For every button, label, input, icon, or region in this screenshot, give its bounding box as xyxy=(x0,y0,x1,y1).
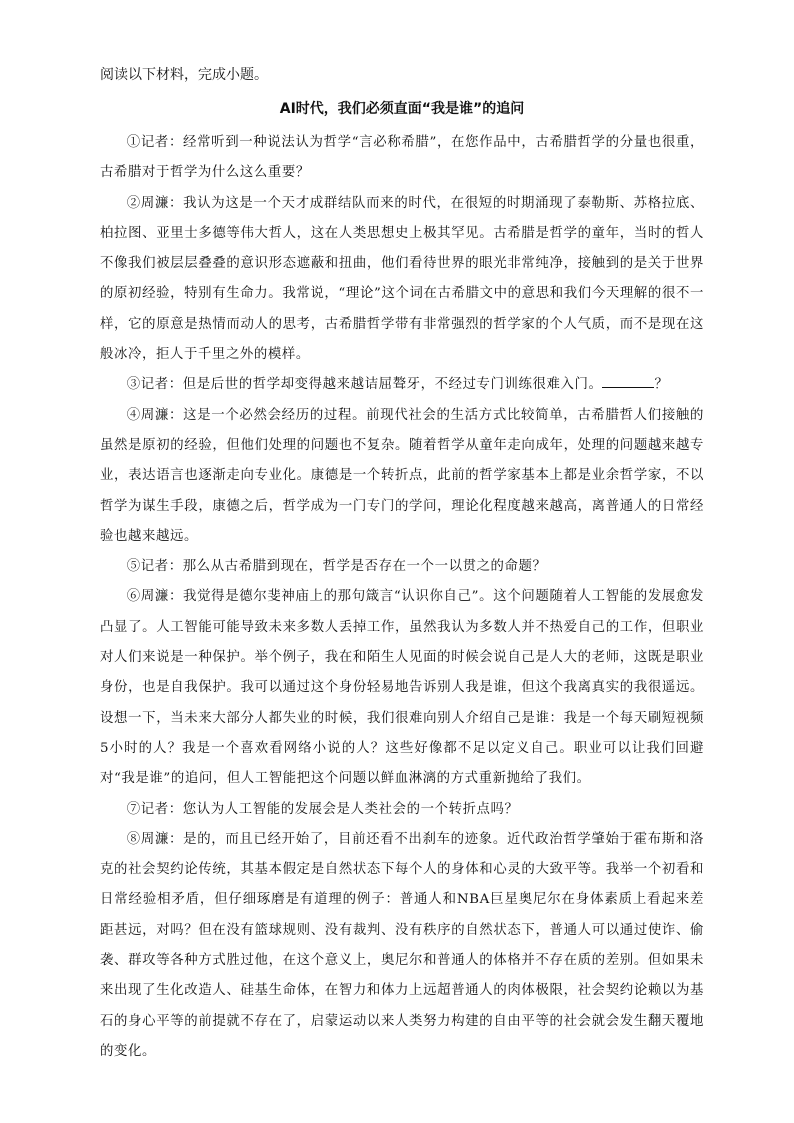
paragraph-3 xyxy=(100,370,704,400)
article-title: AI时代，我们必须直面“我是谁”的追问 xyxy=(279,101,525,117)
paragraph-5: ⑤记者：那么从古希腊到现在，哲学是否存在一个一以贯之的命题？ xyxy=(126,559,547,575)
fill-in-blank xyxy=(602,375,654,388)
reading-instruction: 阅读以下材料，完成小题。 xyxy=(100,67,268,83)
paragraph-3-text: ③记者：但是后世的哲学却变得越来越诘屈聱牙，不经过专门训练很难入门。 xyxy=(126,377,603,393)
paragraph-7: ⑦记者：您认为人工智能的发展会是人类社会的一个转折点吗？ xyxy=(126,801,519,817)
paragraph-1: ①记者：经常听到一种说法认为哲学“言必称希腊”，在您作品中，古希腊哲学的分量也很重，古希腊对于哲学为什么这么重要？ xyxy=(100,135,704,181)
blank-question-mark: ？ xyxy=(654,377,669,393)
paragraph-8: ⑧周濂：是的，而且已经开始了，目前还看不出刹车的迹象。近代政治哲学肇始于霍布斯和洛克的社会契约论传统，其基本假定是自然状态下每个人的身体和心灵的大致平等。我举一个初看和日常经验相矛盾，但仔细琢磨是有道理的例子：普通人和NBA巨星奥尼尔在身体素质上看起来差距甚远，对吗？但在没有篮球规则、没有裁判、没有秩序的自然状态下，普通人可以通过使诈、偷袭、群攻等各种方式胜过他，在这个意义上，奥尼尔和普通人的体格并不存在质的差别。但如果未来出现了生化改造人、硅基生命体，在智力和体力上远超普通人的肉体极限，社会契约论赖以为基石的身心平等的前提就不存在了，启蒙运动以来人类努力构建的自由平等的社会就会发生翻天覆地的变化。 xyxy=(100,831,704,1059)
paragraph-4: ④周濂：这是一个必然会经历的过程。前现代社会的生活方式比较简单，古希腊哲人们接触的虽然是原初的经验，但他们处理的问题也不复杂。随着哲学从童年走向成年，处理的问题越来越专业，表达语言也逐渐走向专业化。康德是一个转折点，此前的哲学家基本上都是业余哲学家，不以哲学为谋生手段，康德之后，哲学成为一门专门的学问，理论化程度越来越高，离普通人的日常经验也越来越远。 xyxy=(100,407,704,544)
paragraph-2: ②周濂：我认为这是一个天才成群结队而来的时代，在很短的时期涌现了泰勒斯、苏格拉底、柏拉图、亚里士多德等伟大哲人，这在人类思想史上极其罕见。古希腊是哲学的童年，当时的哲人不像我们被层层叠叠的意识形态遮蔽和扭曲，他们看待世界的眼光非常纯净，接触到的是关于世界的原初经验，特别有生命力。我常说，“理论”这个词在古希腊文中的意思和我们今天理解的很不一样，它的原意是热情而动人的思考，古希腊哲学带有非常强烈的哲学家的个人气质，而不是现在这般冰冷，拒人于千里之外的模样。 xyxy=(100,195,704,363)
paragraph-6: ⑥周濂：我觉得是德尔斐神庙上的那句箴言“认识你自己”。这个问题随着人工智能的发展愈发凸显了。人工智能可能导致未来多数人丢掉工作，虽然我认为多数人并不热爱自己的工作，但职业对人们来说是一种保护。举个例子，我在和陌生人见面的时候会说自己是人大的老师，这既是职业身份，也是自我保护。我可以通过这个身份轻易地告诉别人我是谁，但这个我离真实的我很遥远。设想一下，当未来大部分人都失业的时候，我们很难向别人介绍自己是谁：我是一个每天刷短视频5小时的人？我是一个喜欢看网络小说的人？这些好像都不足以定义自己。职业可以让我们回避对“我是谁”的追问，但人工智能把这个问题以鲜血淋漓的方式重新抛给了我们。 xyxy=(100,589,704,787)
